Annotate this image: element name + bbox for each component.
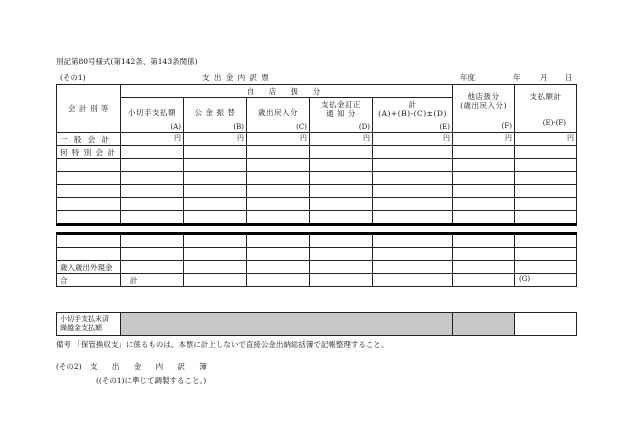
row-label — [57, 185, 121, 198]
form-title: 支 出 金 内 訳 票 — [202, 73, 270, 82]
carryover-amount — [515, 313, 577, 336]
date-day-label: 日 — [565, 73, 573, 82]
yen-cell: 円 — [453, 133, 515, 146]
table-row — [57, 198, 577, 211]
yen-cell: 円 — [373, 133, 453, 146]
row-label: 一 般 会 計 — [57, 133, 121, 146]
total-code-cell: (G) — [515, 274, 577, 287]
breakdown-table — [56, 84, 577, 287]
col-header-d: 支払金訂正 通 知 分 (D) — [310, 98, 373, 133]
row-label — [57, 248, 121, 261]
table-row — [57, 248, 577, 261]
yen-cell: 円 — [184, 133, 247, 146]
table-row — [57, 261, 577, 274]
row-label — [57, 211, 121, 225]
year-label: 年度 — [460, 73, 475, 82]
part1-label: (その1) — [60, 73, 86, 82]
row-header-cell: 会 計 別 等 — [57, 85, 121, 133]
part2-title: 支 出 金 内 訳 簿 — [90, 362, 213, 371]
col-header-c: 歳出戻入分 (C) — [247, 98, 310, 133]
col-header-e: 計 (A)+(B)-(C)±(D) (E) — [373, 98, 453, 133]
carryover-table — [56, 312, 577, 336]
part2-note: ((その1)に準じて調製すること。) — [96, 376, 207, 385]
double-rule — [57, 225, 577, 234]
table-row — [57, 146, 577, 159]
group-header-cell: 自 店 扱 分 — [121, 85, 453, 98]
table-row — [57, 211, 577, 225]
carryover-label: 小切手支払未済 繰越金支払額 — [57, 313, 121, 336]
row-label — [57, 234, 121, 248]
row-label: 何 特 別 会 計 — [57, 146, 121, 159]
shaded-area — [121, 313, 453, 336]
col-header-f: 他店扱分 (歳出戻入分) (F) — [453, 85, 515, 133]
date-year-label: 年 — [513, 73, 521, 82]
part2-label: (その2) — [56, 362, 82, 371]
yen-cell: 円 — [515, 133, 577, 146]
table-row — [57, 185, 577, 198]
row-label: 合 計 — [57, 274, 121, 287]
col-header-total: 支払額計 (E)-(F) — [515, 85, 577, 133]
shaded-area — [453, 313, 515, 336]
note: 備考 「保管換収支」に係るものは、本票に計上しないで直接公金出納総括簿で記帳整理すること。 — [56, 340, 389, 349]
yen-cell: 円 — [121, 133, 184, 146]
row-label — [57, 198, 121, 211]
table-row — [57, 172, 577, 185]
table-row-total — [57, 274, 577, 287]
col-header-b: 公 金 振 替 (B) — [184, 98, 247, 133]
form-id: 別記第80号様式(第142条、第143条関係) — [56, 57, 198, 66]
yen-cell: 円 — [247, 133, 310, 146]
yen-cell: 円 — [310, 133, 373, 146]
table-row — [57, 133, 577, 146]
col-header-a: 小切手支払額 (A) — [121, 98, 184, 133]
date-month-label: 月 — [540, 73, 548, 82]
table-row — [57, 159, 577, 172]
row-label — [57, 172, 121, 185]
table-row — [57, 234, 577, 248]
row-label — [57, 159, 121, 172]
row-label: 歳入歳出外現金 — [57, 261, 121, 274]
